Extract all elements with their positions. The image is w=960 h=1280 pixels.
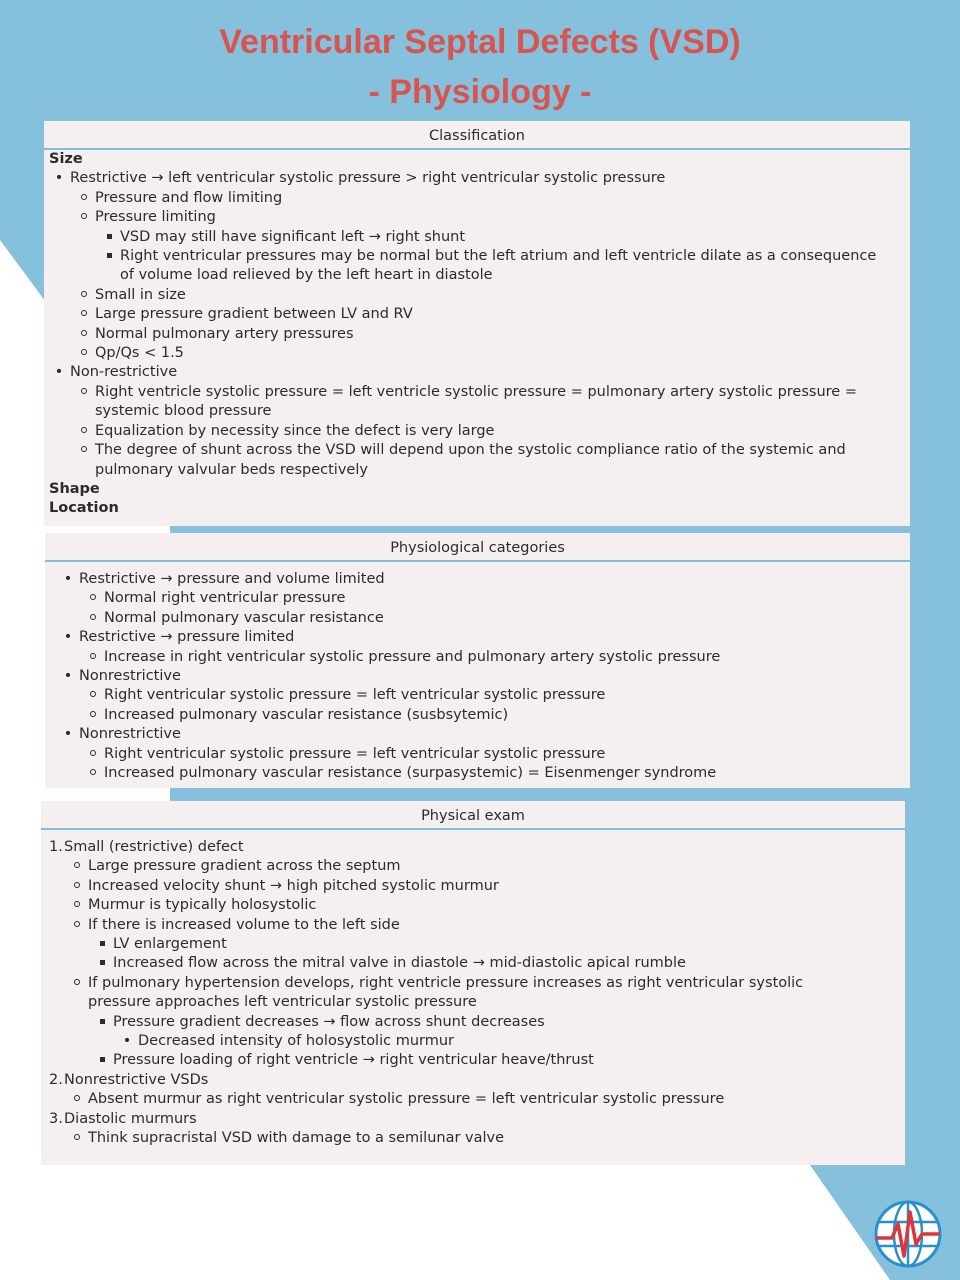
list-item: Normal pulmonary vascular resistance	[104, 609, 910, 628]
list-item: The degree of shunt across the VSD will depend upon the systolic compliance ratio of the systemic and pulmonary valvular beds respectively	[95, 441, 910, 480]
list-item: • Restrictive → pressure limited	[79, 628, 910, 647]
physical-exam-list	[41, 838, 905, 1149]
list-item: Increased velocity shunt → high pitched systolic murmur	[88, 877, 905, 896]
list-item: Right ventricular systolic pressure = left ventricular systolic pressure	[104, 745, 910, 764]
list-item: • Nonrestrictive	[79, 667, 910, 686]
list-item: Think supracristal VSD with damage to a semilunar valve	[88, 1129, 905, 1148]
list-item: • Nonrestrictive	[79, 725, 910, 744]
list-item: Pressure loading of right ventricle → right ventricular heave/thrust	[113, 1051, 905, 1070]
list-item: Absent murmur as right ventricular systolic pressure = left ventricular systolic pressure	[88, 1090, 905, 1109]
list-item: If pulmonary hypertension develops, right ventricle pressure increases as right ventricular systolic pressure approaches left ventricular systolic pressure	[88, 974, 905, 1013]
list-item: • Decreased intensity of holosystolic murmur	[138, 1032, 905, 1051]
list-item: VSD may still have significant left → right shunt	[120, 228, 910, 247]
list-item: Small in size	[95, 286, 910, 305]
size-list	[44, 169, 910, 480]
physiological-header: Physiological categories	[45, 533, 910, 562]
physiological-card	[45, 533, 910, 788]
list-item: Right ventricular pressures may be normal but the left atrium and left ventricle dilate as a consequence of volume load relieved by the left heart in diastole	[120, 247, 910, 286]
list-item: • Restrictive → left ventricular systolic pressure > right ventricular systolic pressure	[70, 169, 910, 188]
globe-heartbeat-icon	[872, 1198, 944, 1270]
list-item: Pressure gradient decreases → flow across shunt decreases	[113, 1013, 905, 1032]
list-item: Increased flow across the mitral valve in diastole → mid-diastolic apical rumble	[113, 954, 905, 973]
list-item: • Non-restrictive	[70, 363, 910, 382]
physical-exam-card	[41, 801, 905, 1165]
list-item: Normal right ventricular pressure	[104, 589, 910, 608]
list-item: Large pressure gradient between LV and RV	[95, 305, 910, 324]
list-item: Pressure and flow limiting	[95, 189, 910, 208]
list-item: 2. Nonrestrictive VSDs	[49, 1071, 209, 1088]
list-item: • Restrictive → pressure and volume limited	[79, 570, 910, 589]
list-item: LV enlargement	[113, 935, 905, 954]
list-item: If there is increased volume to the left side	[88, 916, 905, 935]
list-item: Normal pulmonary artery pressures	[95, 325, 910, 344]
list-item: Increase in right ventricular systolic pressure and pulmonary artery systolic pressure	[104, 648, 910, 667]
classification-header: Classification	[44, 121, 910, 150]
list-item: Murmur is typically holosystolic	[88, 896, 905, 915]
list-item: Qp/Qs < 1.5	[95, 344, 910, 363]
list-item: 1. Small (restrictive) defect	[49, 839, 244, 855]
page-title: Ventricular Septal Defects (VSD)	[219, 23, 741, 61]
list-item: Increased pulmonary vascular resistance (surpasystemic) = Eisenmenger syndrome	[104, 764, 910, 783]
list-item: Large pressure gradient across the septum	[88, 857, 905, 876]
shape-label: Shape	[49, 480, 100, 497]
location-label: Location	[49, 500, 119, 517]
list-item: Right ventricle systolic pressure = left ventricle systolic pressure = pulmonary artery systolic pressure = systemic blood pressure	[95, 383, 910, 422]
physiological-list	[45, 570, 910, 783]
classification-card	[44, 121, 910, 526]
page-subtitle: - Physiology -	[368, 73, 592, 111]
list-item: Pressure limiting	[95, 208, 910, 227]
physical-exam-header: Physical exam	[41, 801, 905, 830]
list-item: Right ventricular systolic pressure = left ventricular systolic pressure	[104, 686, 910, 705]
list-item: Equalization by necessity since the defect is very large	[95, 422, 910, 441]
list-item: Increased pulmonary vascular resistance (susbsytemic)	[104, 706, 910, 725]
list-item: 3. Diastolic murmurs	[49, 1110, 197, 1127]
size-label: Size	[49, 151, 83, 167]
